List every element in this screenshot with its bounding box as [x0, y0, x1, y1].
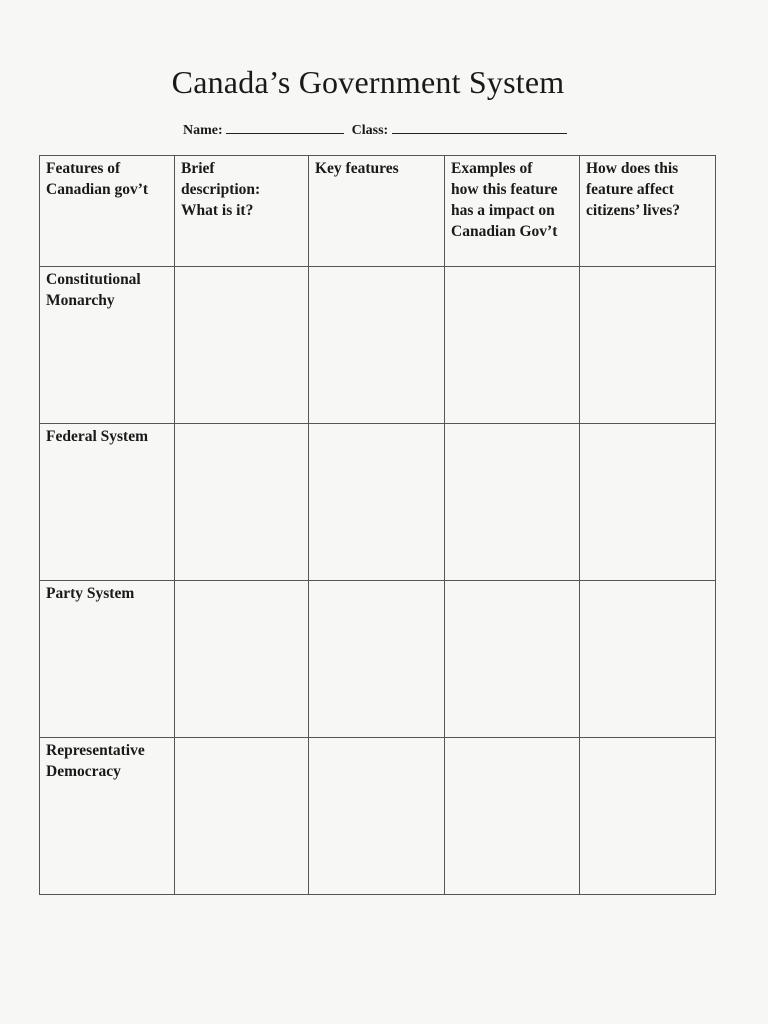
answer-cell[interactable]: [175, 581, 309, 738]
class-label: Class:: [351, 123, 389, 138]
worksheet-table: [39, 155, 716, 895]
name-label: Name:: [183, 123, 223, 138]
answer-cell[interactable]: [309, 581, 445, 738]
answer-cell[interactable]: [445, 267, 580, 424]
column-header-examples: Examples of how this feature has a impact on Canadian Gov’t: [445, 156, 580, 267]
table-row: [40, 267, 716, 424]
row-label-representative-democracy: Representative Democracy: [40, 738, 175, 895]
row-label-federal-system: Federal System: [40, 424, 175, 581]
row-label-party-system: Party System: [40, 581, 175, 738]
column-header-key-features: Key features: [309, 156, 445, 267]
table-header-row: [40, 156, 716, 267]
answer-cell[interactable]: [580, 424, 716, 581]
answer-cell[interactable]: [445, 424, 580, 581]
class-field[interactable]: [392, 121, 567, 134]
answer-cell[interactable]: [309, 267, 445, 424]
answer-cell[interactable]: [309, 738, 445, 895]
row-label-constitutional-monarchy: Constitutional Monarchy: [40, 267, 175, 424]
answer-cell[interactable]: [309, 424, 445, 581]
table-row: [40, 424, 716, 581]
column-header-brief-description: Brief description: What is it?: [175, 156, 309, 267]
table-row: [40, 738, 716, 895]
column-header-citizens-impact: How does this feature affect citizens’ lives?: [580, 156, 716, 267]
answer-cell[interactable]: [445, 581, 580, 738]
table-row: [40, 581, 716, 738]
answer-cell[interactable]: [580, 738, 716, 895]
page-title: Canada’s Government System: [171, 64, 565, 100]
answer-cell[interactable]: [175, 424, 309, 581]
answer-cell[interactable]: [175, 738, 309, 895]
column-header-features: Features of Canadian gov’t: [40, 156, 175, 267]
answer-cell[interactable]: [175, 267, 309, 424]
name-field[interactable]: [226, 121, 344, 134]
answer-cell[interactable]: [445, 738, 580, 895]
answer-cell[interactable]: [580, 581, 716, 738]
name-class-line: [183, 121, 567, 139]
answer-cell[interactable]: [580, 267, 716, 424]
